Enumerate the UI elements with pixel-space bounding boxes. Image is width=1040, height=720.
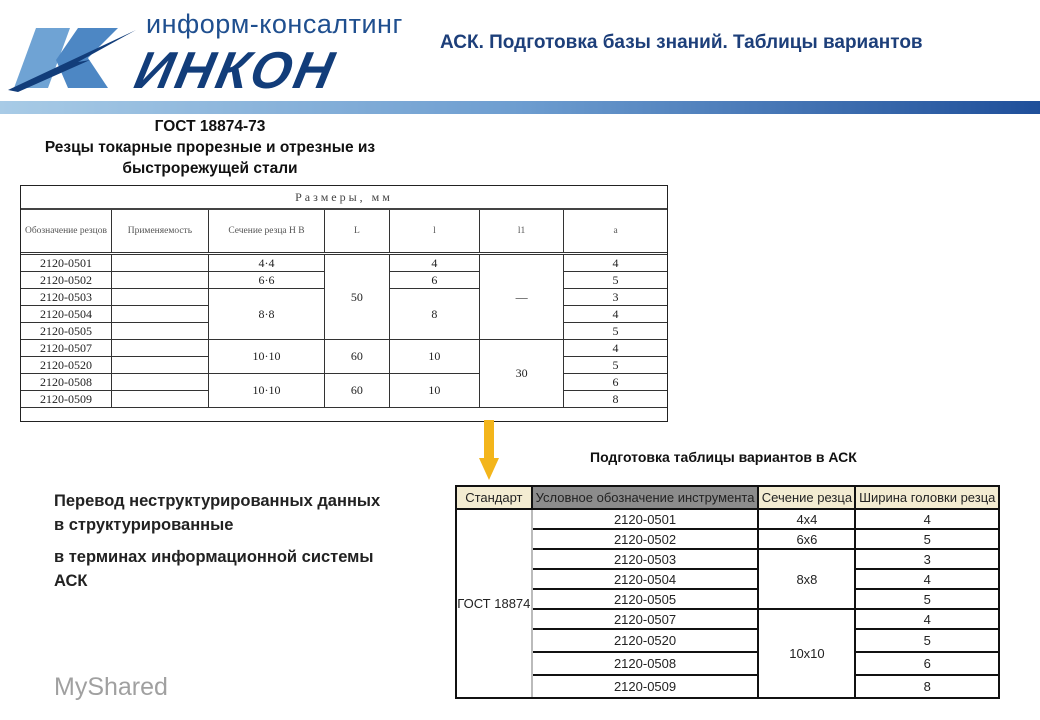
scan-cell: 2120-0504 — [21, 306, 111, 323]
scanned-gost-table — [20, 185, 668, 422]
designation-cell: 2120-0505 — [532, 589, 759, 609]
scan-cell: 2120-0508 — [21, 374, 111, 391]
head-width-cell: 4 — [855, 569, 999, 589]
ask-header-cell: Сечение резца — [758, 486, 855, 509]
scan-header-cell: Применяемость — [111, 210, 208, 254]
scan-cell: 5 — [564, 357, 667, 374]
header-divider — [0, 101, 1040, 114]
designation-cell: 2120-0501 — [532, 509, 759, 529]
page-title: АСК. Подготовка базы знаний. Таблицы вариантов — [440, 32, 923, 53]
table-row — [21, 340, 667, 357]
ask-header-cell: Условное обозначение инструмента — [532, 486, 759, 509]
logo-mark-icon — [8, 16, 138, 96]
ask-header-cell: Ширина головки резца — [855, 486, 999, 509]
ask-table-subtitle: Подготовка таблицы вариантов в АСК — [590, 449, 857, 465]
table-row — [456, 529, 999, 549]
ask-variants-table — [455, 485, 1000, 699]
scan-cell — [111, 340, 208, 357]
scan-header-cell: l1 — [480, 210, 564, 254]
head-width-cell: 5 — [855, 629, 999, 652]
table-row — [456, 589, 999, 609]
scan-cell — [111, 306, 208, 323]
table-row — [456, 569, 999, 589]
source-description: Резцы токарные прорезные и отрезные из быстрорежущей стали — [44, 139, 376, 177]
scan-cell: 4 — [564, 306, 667, 323]
scan-cell: 2120-0501 — [21, 254, 111, 272]
scan-cell: 4 — [564, 340, 667, 357]
designation-cell: 2120-0509 — [532, 675, 759, 698]
scan-cell: 2120-0503 — [21, 289, 111, 306]
scan-cell: 2120-0520 — [21, 357, 111, 374]
logo-tagline: информ-консалтинг — [146, 9, 403, 39]
note-1: Перевод неструктурированных данных в структурированные — [54, 492, 381, 534]
section-cell: 10x10 — [758, 609, 855, 698]
scan-cell — [111, 254, 208, 272]
scan-cell: 5 — [564, 272, 667, 289]
scan-cell: 10 — [389, 340, 479, 374]
logo-name: ИНКОН — [129, 42, 342, 100]
head-width-cell: 8 — [855, 675, 999, 698]
notes — [54, 490, 384, 602]
source-standard: ГОСТ 18874-73 — [154, 118, 266, 135]
scan-cell: 2120-0502 — [21, 272, 111, 289]
scan-header-cell: L — [325, 210, 390, 254]
table-row — [456, 609, 999, 629]
standard-cell: ГОСТ 18874 — [456, 509, 532, 698]
scan-cell: 60 — [325, 340, 390, 374]
scan-header-cell: Обозначение резцов — [21, 210, 111, 254]
head-width-cell: 5 — [855, 529, 999, 549]
table-row — [456, 675, 999, 698]
section-cell: 8x8 — [758, 549, 855, 609]
head-width-cell: 3 — [855, 549, 999, 569]
scan-cell — [111, 357, 208, 374]
arrow-down-icon — [479, 420, 499, 480]
scan-cell — [111, 391, 208, 408]
scan-caption: Размеры, мм — [21, 186, 667, 210]
scan-cell: 2120-0509 — [21, 391, 111, 408]
table-row — [456, 652, 999, 675]
head-width-cell: 6 — [855, 652, 999, 675]
scan-cell: 8·8 — [208, 289, 324, 340]
designation-cell: 2120-0502 — [532, 529, 759, 549]
head-width-cell: 4 — [855, 509, 999, 529]
inkon-logo — [8, 10, 418, 98]
designation-cell: 2120-0507 — [532, 609, 759, 629]
scan-cell: 50 — [325, 254, 390, 340]
scan-cell: 2120-0507 — [21, 340, 111, 357]
scan-cell: 30 — [480, 340, 564, 408]
designation-cell: 2120-0503 — [532, 549, 759, 569]
scan-cell: 8 — [389, 289, 479, 340]
watermark: MyShared — [54, 673, 168, 701]
head-width-cell: 5 — [855, 589, 999, 609]
scan-cell: 10·10 — [208, 374, 324, 408]
designation-cell: 2120-0520 — [532, 629, 759, 652]
designation-cell: 2120-0504 — [532, 569, 759, 589]
scan-header-cell: a — [564, 210, 667, 254]
scan-cell: — — [480, 254, 564, 340]
scan-cell: 6 — [564, 374, 667, 391]
note-2: в терминах информационной системы АСК — [54, 548, 374, 590]
scan-cell: 5 — [564, 323, 667, 340]
scan-cell — [111, 374, 208, 391]
source-heading — [40, 116, 380, 179]
scan-cell: 2120-0505 — [21, 323, 111, 340]
scan-cell: 10·10 — [208, 340, 324, 374]
scan-cell: 8 — [564, 391, 667, 408]
scan-cell: 6·6 — [208, 272, 324, 289]
scan-header-cell: Сечение резца H B — [208, 210, 324, 254]
table-row — [21, 254, 667, 272]
scan-cell: 4·4 — [208, 254, 324, 272]
designation-cell: 2120-0508 — [532, 652, 759, 675]
scan-cell: 3 — [564, 289, 667, 306]
section-cell: 4x4 — [758, 509, 855, 529]
scan-cell — [111, 323, 208, 340]
ask-header-cell: Стандарт — [456, 486, 532, 509]
scan-cell: 10 — [389, 374, 479, 408]
scan-cell: 6 — [389, 272, 479, 289]
scan-cell: 4 — [389, 254, 479, 272]
section-cell: 6x6 — [758, 529, 855, 549]
scan-cell: 60 — [325, 374, 390, 408]
scan-header-cell: l — [389, 210, 479, 254]
table-row — [456, 549, 999, 569]
table-row — [21, 374, 667, 391]
scan-cell — [111, 272, 208, 289]
table-row — [456, 509, 999, 529]
head-width-cell: 4 — [855, 609, 999, 629]
scan-cell — [111, 289, 208, 306]
table-row — [456, 629, 999, 652]
scan-cell: 4 — [564, 254, 667, 272]
